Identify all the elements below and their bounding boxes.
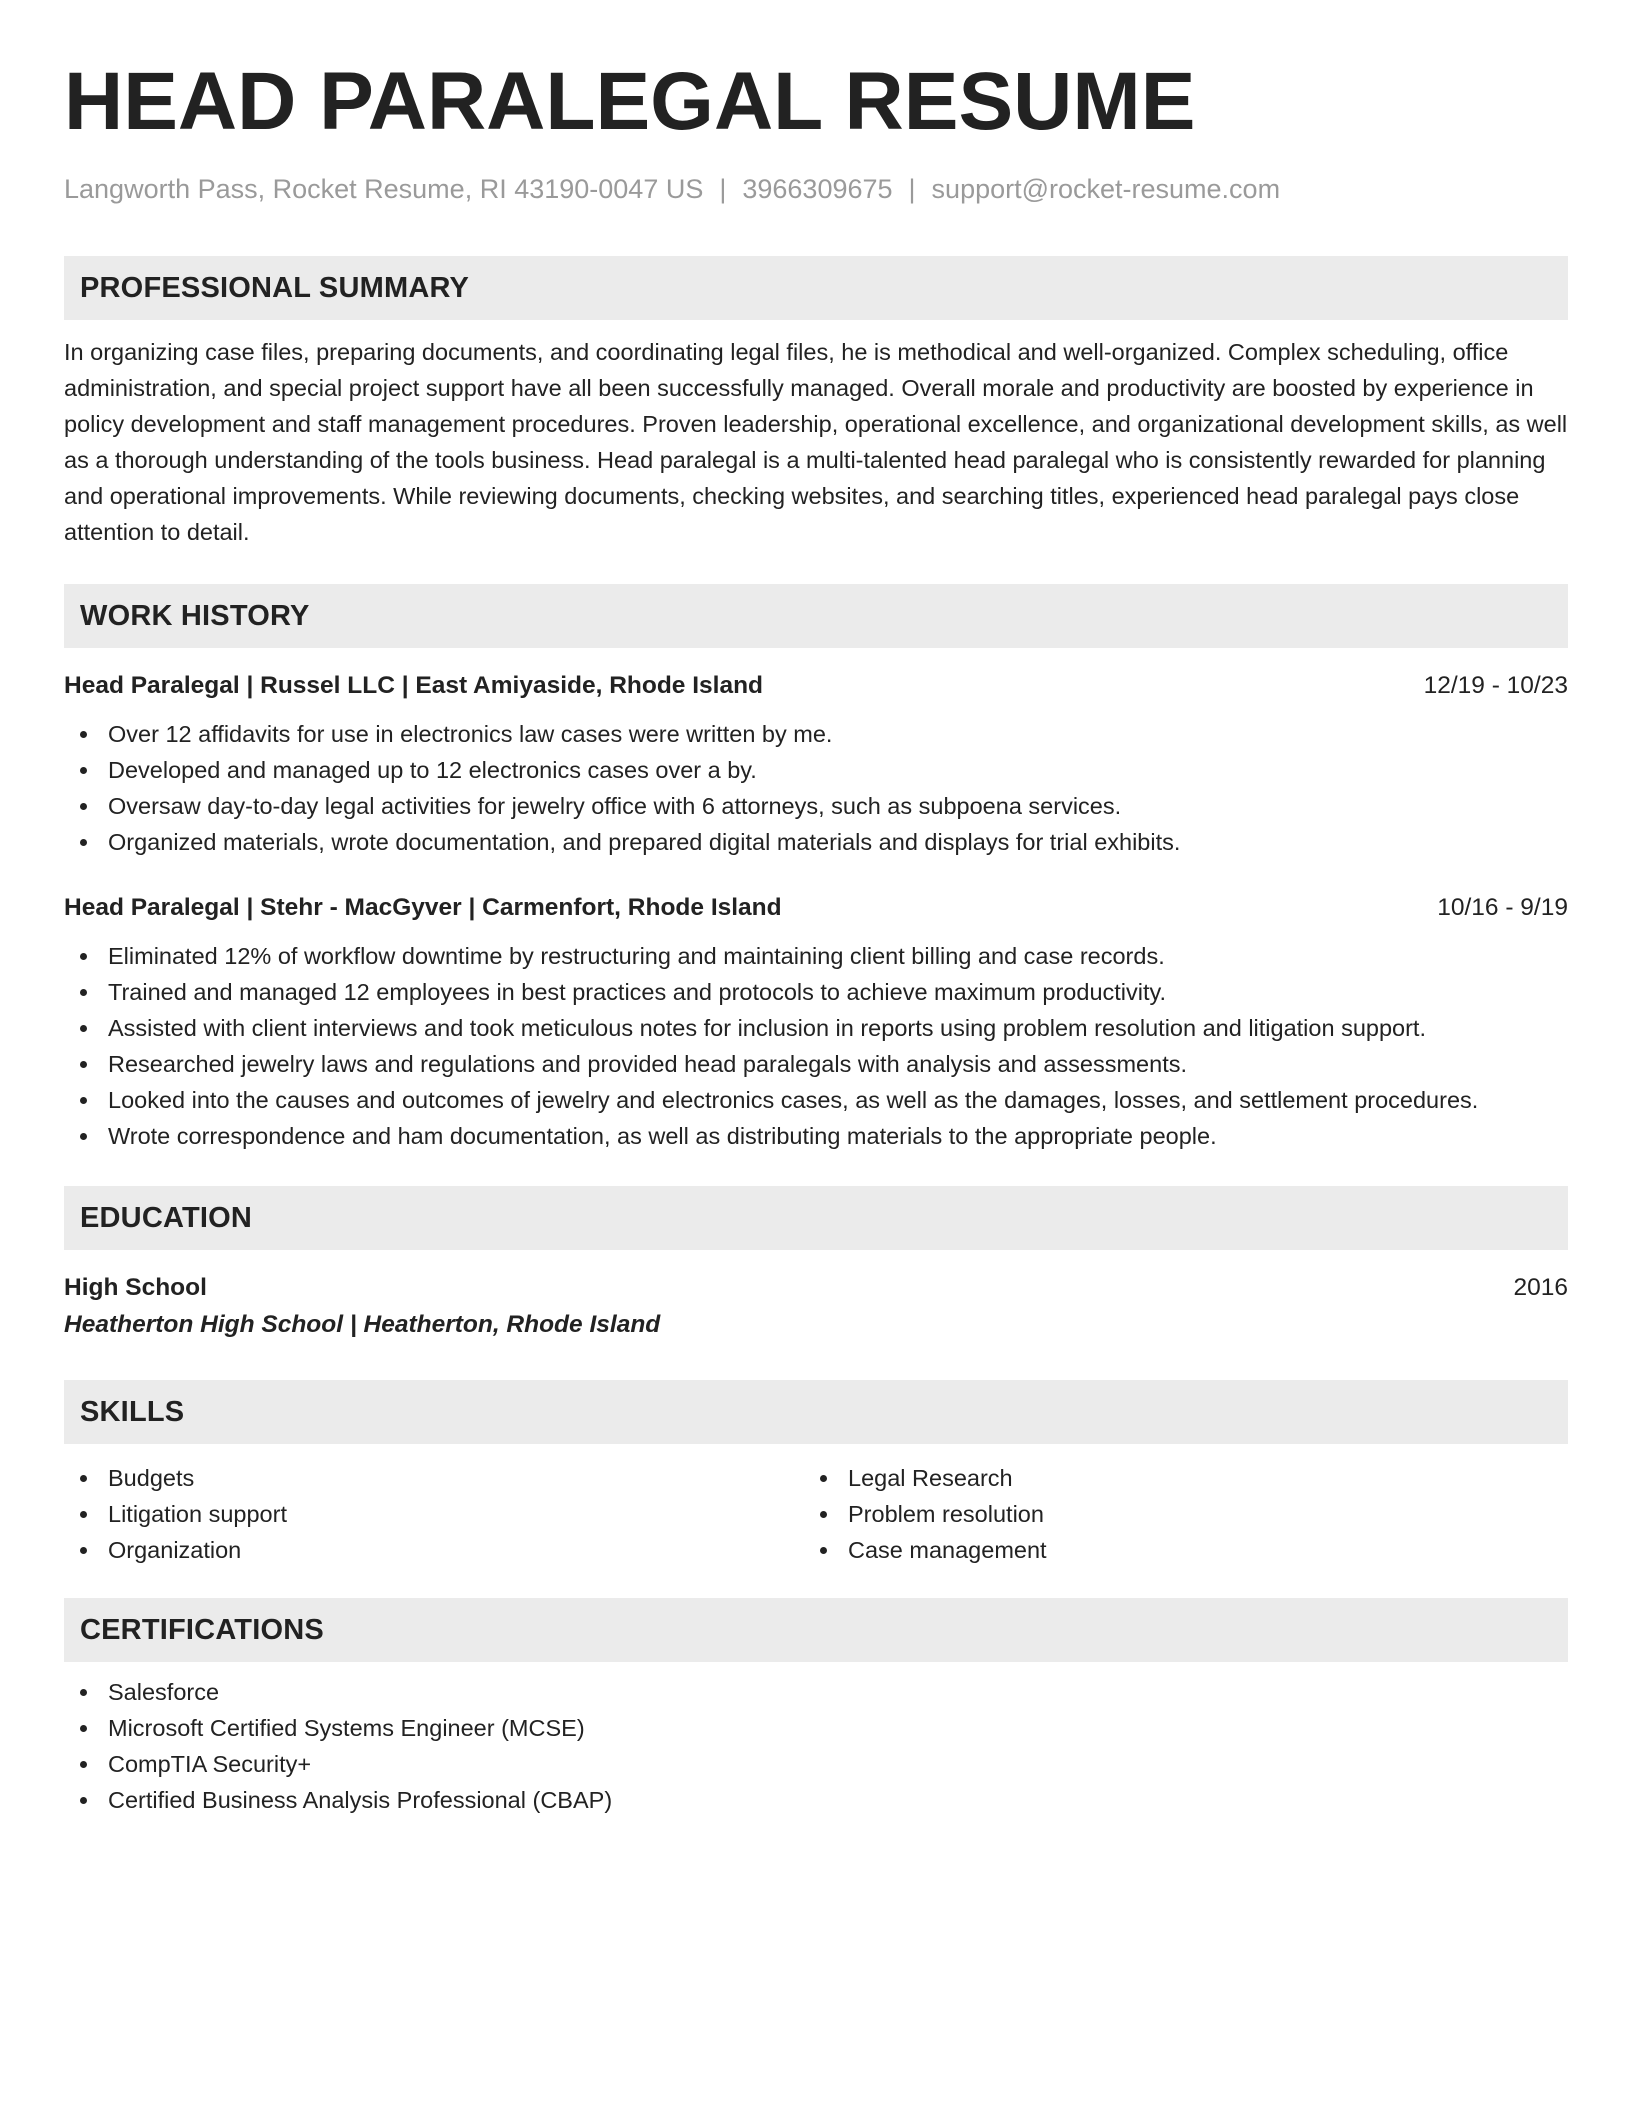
job-bullet: Looked into the causes and outcomes of jewelry and electronics cases, as well as the damages, losses, and settlement procedures. bbox=[64, 1082, 1568, 1118]
job-bullet: Eliminated 12% of workflow downtime by restructuring and maintaining client billing and case records. bbox=[64, 938, 1568, 974]
education-year: 2016 bbox=[1513, 1274, 1568, 1301]
contact-line bbox=[64, 172, 1568, 206]
resume-title: HEAD PARALEGAL RESUME bbox=[64, 56, 1196, 147]
job-title: Head Paralegal | Russel LLC | East Amiyaside, Rhode Island bbox=[64, 672, 764, 699]
certification-item: Salesforce bbox=[64, 1674, 1568, 1710]
skill-item: Litigation support bbox=[64, 1496, 804, 1532]
job-title: Head Paralegal | Stehr - MacGyver | Carmenfort, Rhode Island bbox=[64, 894, 782, 921]
skill-item: Legal Research bbox=[804, 1460, 1544, 1496]
job-dates: 10/16 - 9/19 bbox=[1437, 894, 1568, 921]
contact-separator: | bbox=[719, 174, 727, 204]
education-degree: High School bbox=[64, 1274, 207, 1301]
certifications-list bbox=[64, 1674, 1568, 1818]
job-dates: 12/19 - 10/23 bbox=[1423, 672, 1568, 699]
job-bullet: Developed and managed up to 12 electronics cases over a by. bbox=[64, 752, 1568, 788]
job-bullet: Trained and managed 12 employees in best practices and protocols to achieve maximum productivity. bbox=[64, 974, 1568, 1010]
skills-grid bbox=[64, 1460, 1568, 1568]
contact-address: Langworth Pass, Rocket Resume, RI 43190-0047 US bbox=[64, 174, 704, 204]
job-bullet: Oversaw day-to-day legal activities for jewelry office with 6 attorneys, such as subpoena services. bbox=[64, 788, 1568, 824]
certification-item: Microsoft Certified Systems Engineer (MCSE) bbox=[64, 1710, 1568, 1746]
education-header bbox=[64, 1270, 1568, 1306]
job-entry bbox=[64, 890, 1568, 1154]
section-header-summary: PROFESSIONAL SUMMARY bbox=[64, 256, 1568, 320]
skill-item: Budgets bbox=[64, 1460, 804, 1496]
section-header-education: EDUCATION bbox=[64, 1186, 1568, 1250]
job-header bbox=[64, 890, 1568, 926]
skill-item: Problem resolution bbox=[804, 1496, 1544, 1532]
job-bullet-list bbox=[64, 938, 1568, 1154]
certification-item: Certified Business Analysis Professional (CBAP) bbox=[64, 1782, 1568, 1818]
contact-separator: | bbox=[908, 174, 916, 204]
job-bullet: Researched jewelry laws and regulations and provided head paralegals with analysis and assessments. bbox=[64, 1046, 1568, 1082]
certification-item: CompTIA Security+ bbox=[64, 1746, 1568, 1782]
summary-text: In organizing case files, preparing documents, and coordinating legal files, he is methodical and well-organized. Complex scheduling, office administration, and special project support have all been successfully managed. Overall morale and productivity are boosted by experience in policy development and staff management procedures. Proven leadership, operational excellence, and organizational development skills, as well as a thorough understanding of the tools business. Head paralegal is a multi-talented head paralegal who is consistently rewarded for planning and operational improvements. While reviewing documents, checking websites, and searching titles, experienced head paralegal pays close attention to detail. bbox=[64, 339, 1568, 545]
contact-email: support@rocket-resume.com bbox=[931, 174, 1281, 204]
skills-list bbox=[64, 1460, 804, 1568]
skills-column-right bbox=[804, 1460, 1544, 1568]
skills-column-left bbox=[64, 1460, 804, 1568]
job-bullet: Assisted with client interviews and took meticulous notes for inclusion in reports using problem resolution and litigation support. bbox=[64, 1010, 1568, 1046]
skill-item: Case management bbox=[804, 1532, 1544, 1568]
job-bullet: Over 12 affidavits for use in electronics law cases were written by me. bbox=[64, 716, 1568, 752]
contact-phone: 3966309675 bbox=[742, 174, 893, 204]
job-bullet-list bbox=[64, 716, 1568, 860]
section-header-work-history: WORK HISTORY bbox=[64, 584, 1568, 648]
skill-item: Organization bbox=[64, 1532, 804, 1568]
job-bullet: Wrote correspondence and ham documentation, as well as distributing materials to the appropriate people. bbox=[64, 1118, 1568, 1154]
skills-list bbox=[804, 1460, 1544, 1568]
job-entry bbox=[64, 668, 1568, 860]
section-header-certifications: CERTIFICATIONS bbox=[64, 1598, 1568, 1662]
education-entry bbox=[64, 1270, 1568, 1344]
job-header bbox=[64, 668, 1568, 704]
education-school: Heatherton High School | Heatherton, Rhode Island bbox=[64, 1311, 661, 1338]
section-header-skills: SKILLS bbox=[64, 1380, 1568, 1444]
job-bullet: Organized materials, wrote documentation, and prepared digital materials and displays for trial exhibits. bbox=[64, 824, 1568, 860]
